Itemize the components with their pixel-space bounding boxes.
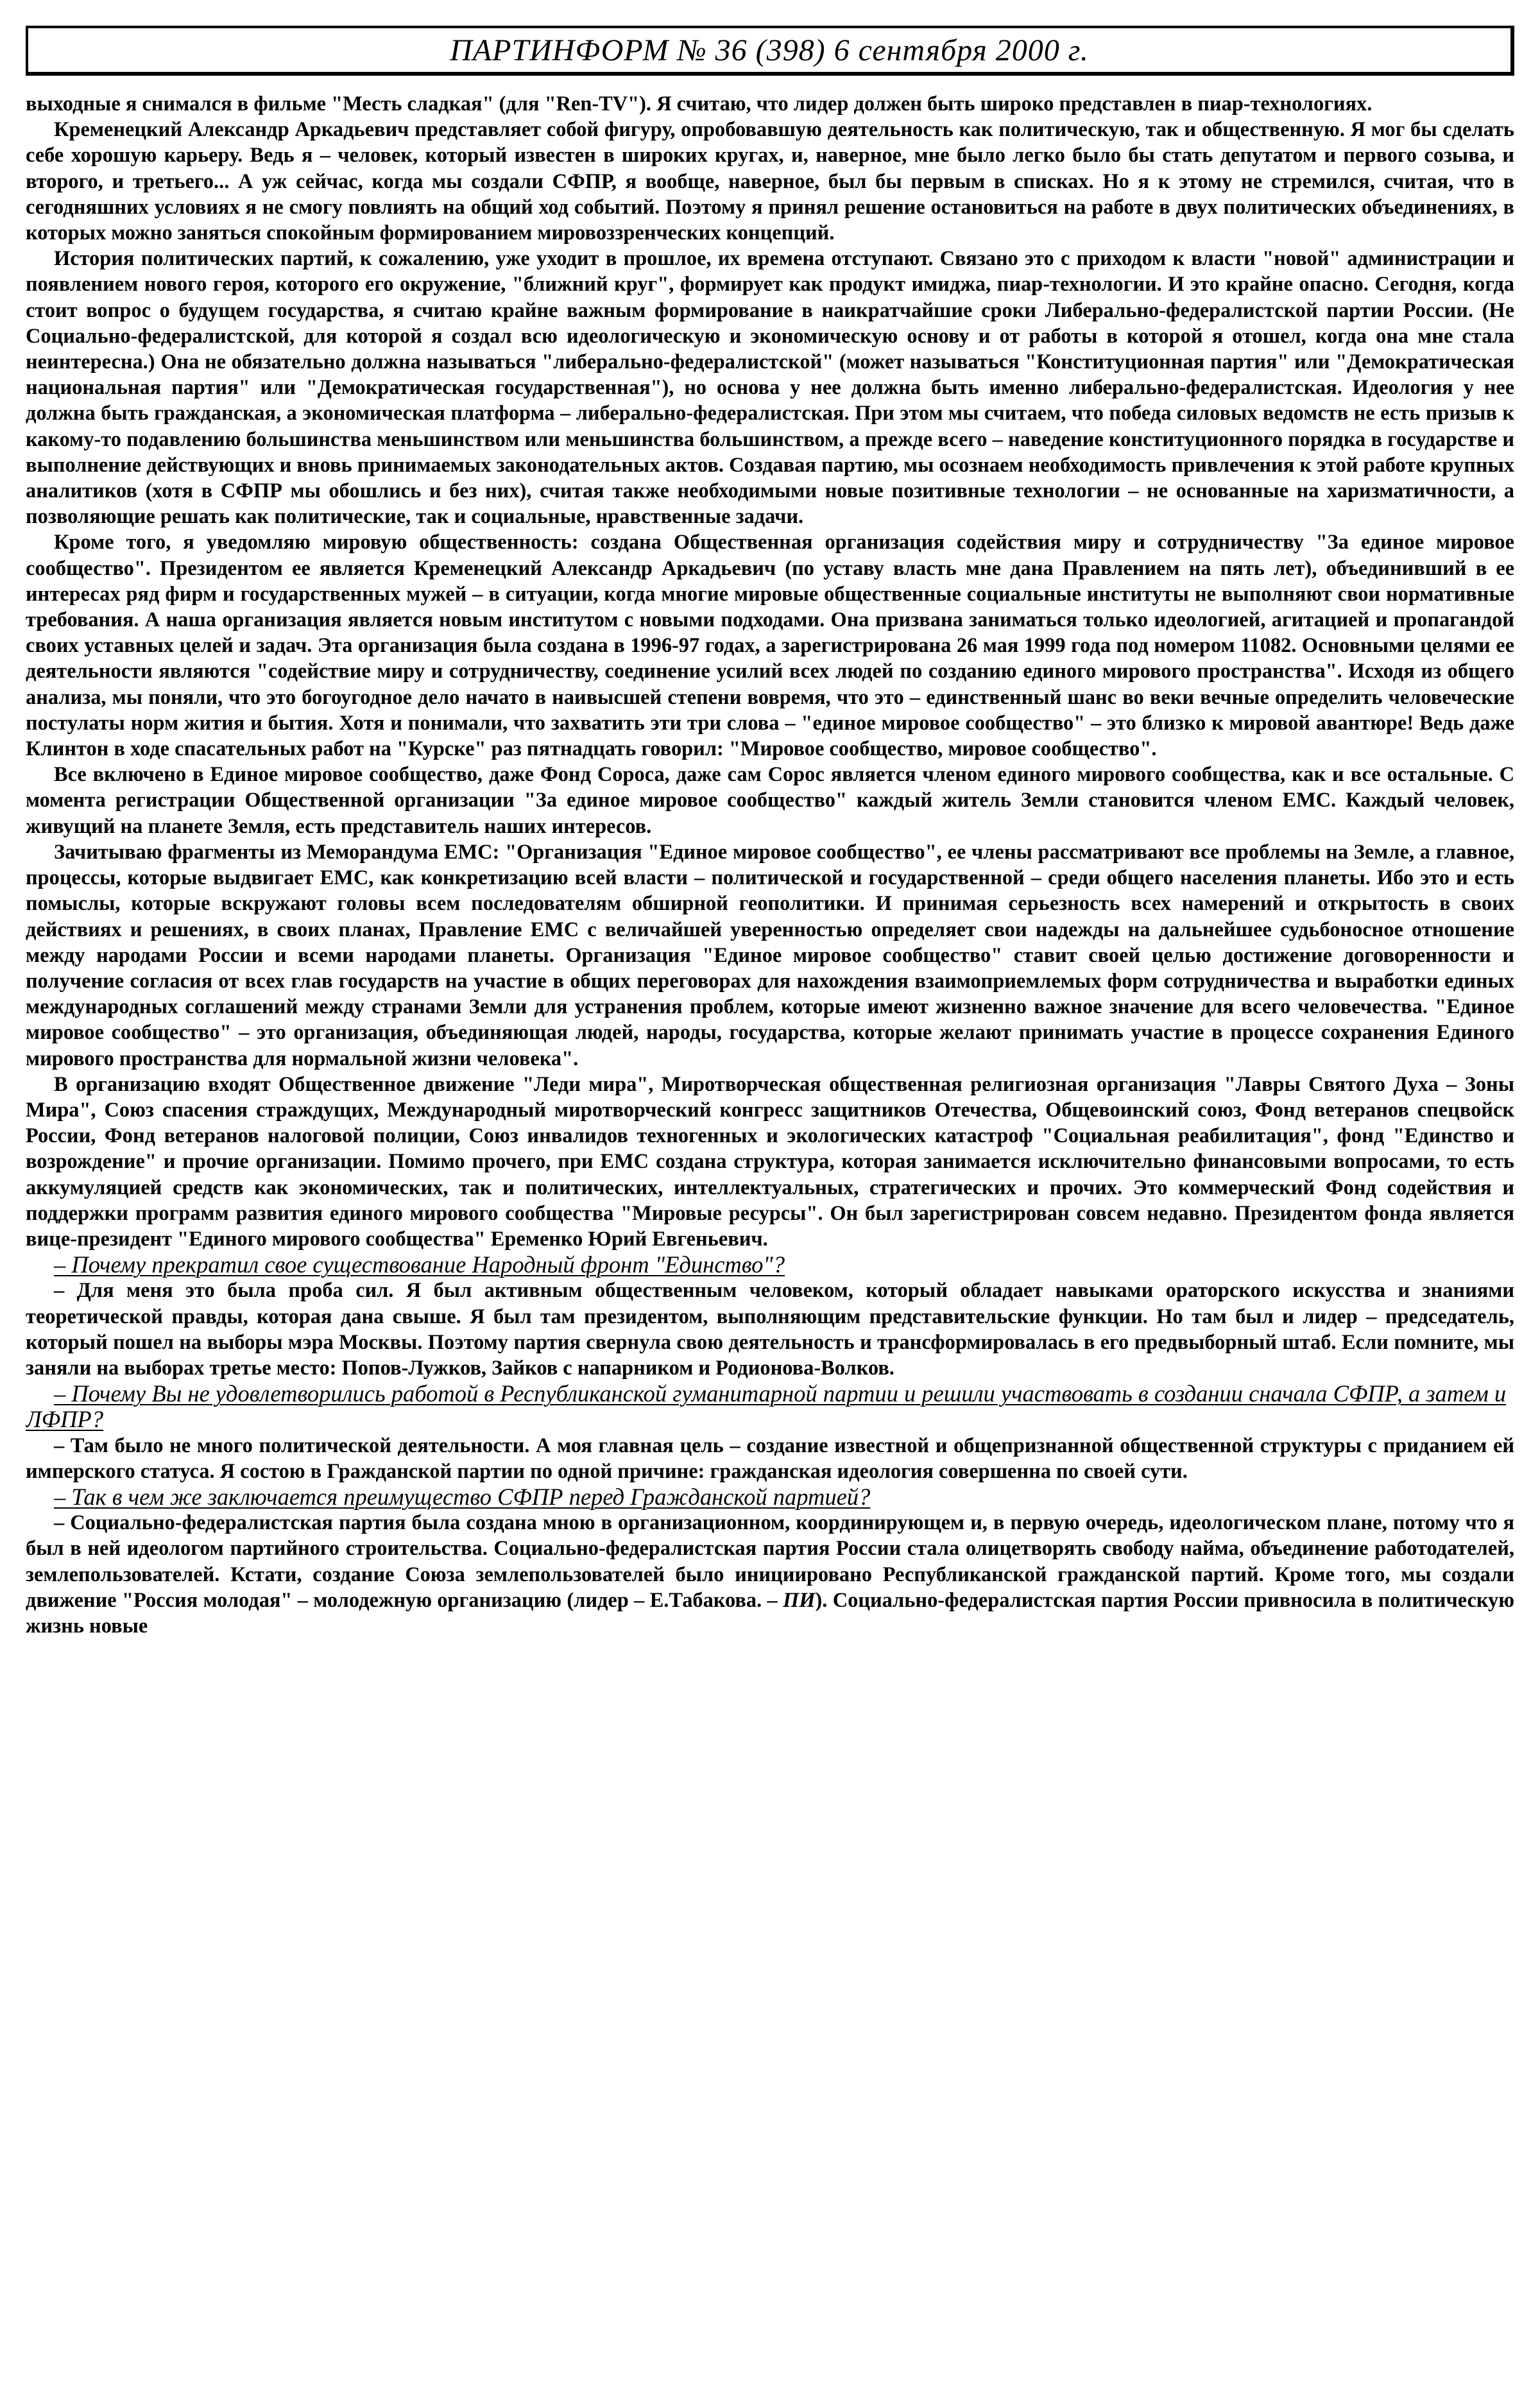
paragraph-4: Кроме того, я уведомляю мировую общественность: создана Общественная организация содействия миру и сотрудничеству "За единое мировое сообщество". Президентом ее является Кременецкий Александр Аркадьевич (по уставу власть мне дана Правлением на пять лет), объединивший в ее интересах ряд фирм и государственных мужей – в ситуации, когда многие мировые общественные социальные институты не выполняют свои нормативные требования. А наша организация является новым институтом с новыми подходами. Она призвана заниматься только идеологией, агитацией и пропагандой своих уставных целей и задач. Эта организация была создана в 1996-97 годах, а зарегистрирована 26 мая 1999 года под номером 11082. Основными целями ее деятельности являются "содействие миру и сотрудничеству, соединение усилий всех людей по созданию единого мирового пространства". Исходя из общего анализа, мы поняли, что это богоугодное дело начато в наивысшей степени вовремя, что это – единственный шанс во веки вечные определить человеческие постулаты норм жития и бытия. Хотя и понимали, что захватить эти три слова – "единое мировое сообщество" – это близко к мировой авантюре! Ведь даже Клинтон в ходе спасательных работ на "Курске" раз пятнадцать говорил: "Мировое сообщество, мировое сообщество". bbox=[26, 531, 1514, 761]
paragraph-3: История политических партий, к сожалению, уже уходит в прошлое, их времена отступают. Связано это с приходом к власти "новой" администрации и появлением нового героя, которого его окружение, "ближний круг", формирует как продукт имиджа, пиар-технологии. И это крайне опасно. Сегодня, когда стоит вопрос о будущем государства, я считаю крайне важным формирование в наикратчайшие сроки Либерально-федералистской партии России. (Не Социально-федералистской, для которой я создал всю идеологическую и экономическую основу и от работы в которой я отошел, когда она мне стала неинтересна.) Она не обязательно должна называться "либерально-федералистской" (может называться "Конституционная партия" или "Демократическая национальная партия" или "Демократическая государственная"), но основа у нее должна быть именно либерально-федералистская. Идеология у нее должна быть гражданская, а экономическая платформа – либерально-федералистская. При этом мы считаем, что победа силовых ведомств не есть призыв к какому-то подавлению большинства меньшинством или меньшинства большинством, а прежде всего – наведение конституционного порядка в государстве и выполнение действующих и вновь принимаемых законодательных актов. Создавая партию, мы осознаем необходимость привлечения к этой работе крупных аналитиков (хотя в СФПР мы обошлись и без них), считая также необходимыми новые позитивные технологии – не основанные на харизматичности, а позволяющие решать как политические, так и социальные, нравственные задачи. bbox=[26, 247, 1514, 529]
paragraph-6: Зачитываю фрагменты из Меморандума ЕМС: "Организация "Единое мировое сообщество", ее члены рассматривают все проблемы на Земле, а главное, процессы, которые выдвигает ЕМС, как конкретизацию всей власти – политической и государственной – среди общего населения планеты. Ибо это и есть помыслы, которые вскружают головы всем последователям обширной геополитики. И принимая серьезность всех намерений и открытость в своих действиях и решениях, в своих планах, Правление ЕМС с величайшей уверенностью определяет свои надежды на дальнейшее судьбоносное отношение между народами России и всеми народами планеты. Организация "Единое мировое сообщество" ставит своей целью достижение договоренности и получение согласия от всех глав государств на участие в общих переговорах для нахождения взаимоприемлемых форм сотрудничества и выработки единых международных соглашений между странами Земли для устранения проблем, которые имеют жизненно важное значение для всего человечества. "Единое мировое сообщество" – это организация, объединяющая людей, народы, государства, которые желают принимать участие в процессе сохранения Единого мирового пространства для нормальной жизни человека". bbox=[26, 840, 1514, 1070]
article-body bbox=[26, 91, 1514, 1639]
paragraph-7: В организацию входят Общественное движение "Леди мира", Миротворческая общественная религиозная организация "Лавры Святого Духа – Зоны Мира", Союз спасения страждущих, Международный миротворческий конгресс защитников Отечества, Общевоинский союз, Фонд ветеранов спецвойск России, Фонд ветеранов налоговой полиции, Союз инвалидов техногенных и экологических катастроф "Социальная реабилитация", фонд "Единство и возрождение" и прочие организации. Помимо прочего, при ЕМС создана структура, которая занимается исключительно финансовыми вопросами, то есть аккумуляцией средств как экономических, так и политических, интеллектуальных, стратегических и прочих. Это коммерческий Фонд содействия и поддержки программ развития единого мирового сообщества "Мировые ресурсы". Он был зарегистрирован совсем недавно. Президентом фонда является вице-президент "Единого мирового сообщества" Еременко Юрий Евгеньевич. bbox=[26, 1072, 1514, 1251]
interview-question-1: – Почему прекратил свое существование Народный фронт "Единство"? bbox=[54, 1251, 785, 1278]
interview-answer-2: – Там было не много политической деятельности. А моя главная цель – создание известной и общепризнанной общественной структуры с приданием ей имперского статуса. Я состою в Гражданской партии по одной причине: гражданская идеология совершенна по своей сути. bbox=[26, 1434, 1514, 1483]
interview-question-3: – Так в чем же заключается преимущество СФПР перед Гражданской партией? bbox=[54, 1483, 871, 1510]
answer-3-text-start: – Социально-федералистская партия была создана мною в организационном, координирующем и, в первую очередь, идеологическом плане, потому что я был в ней идеологом партийного строительства. Социально-федералистская партия России стала олицетворять свободу найма, объединение работодателей, землепользователей. Кстати, создание Союза землепользователей было инициировано Республиканской гражданской партий. Кроме того, мы создали движение "Россия молодая" – молодежную организацию (лидер – Е.Табакова. – bbox=[26, 1511, 1514, 1612]
interview-answer-1: – Для меня это была проба сил. Я был активным общественным человеком, который обладает навыками ораторского искусства и знаниями теоретической правды, которая дана свыше. Я был там президентом, выполняющим представительские функции. Но там был и лидер – председатель, который пошел на выборы мэра Москвы. Поэтому партия свернула свою деятельность и трансформировалась в его предвыборный штаб. Если помните, мы заняли на выборах третье место: Попов-Лужков, Зайков с напарником и Родионова-Волков. bbox=[26, 1279, 1514, 1380]
header-title: ПАРТИНФОРМ № 36 (398) 6 сентября 2000 г. bbox=[450, 33, 1089, 67]
answer-3-initials: ПИ bbox=[783, 1588, 816, 1612]
newspaper-page bbox=[26, 26, 1514, 2356]
answer-3-text-end: ). Социально-федералистская партия России привносила в политическую жизнь новые bbox=[26, 1588, 1514, 1638]
interview-answer-3 bbox=[26, 1510, 1514, 1639]
interview-question-2: – Почему Вы не удовлетворились работой в Республиканской гуманитарной партии и решили участвовать в создании сначала СФПР, а затем и ЛФПР? bbox=[26, 1380, 1507, 1433]
paragraph-5: Все включено в Единое мировое сообщество, даже Фонд Сороса, даже сам Сорос является членом единого мирового сообщества, как и все остальные. С момента регистрации Общественной организации "За единое мировое сообщество" каждый житель Земли становится членом ЕМС. Каждый человек, живущий на планете Земля, есть представитель наших интересов. bbox=[26, 763, 1514, 838]
page-header bbox=[26, 26, 1514, 76]
paragraph-2: Кременецкий Александр Аркадьевич представляет собой фигуру, опробовавшую деятельность как политическую, так и общественную. Я мог бы сделать себе хорошую карьеру. Ведь я – человек, который известен в широких кругах, и, наверное, мне было легко было бы стать депутатом и первого созыва, и второго, и третьего... А уж сейчас, когда мы создали СФПР, я вообще, наверное, был бы первым в списках. Но я к этому не стремился, считая, что в сегодняшних условиях я не смогу повлиять на общий ход событий. Поэтому я принял решение остановиться на работе в двух политических объединениях, в которых можно заняться спокойным формированием мировоззренческих концепций. bbox=[26, 118, 1514, 245]
paragraph-1: выходные я снимался в фильме "Месть сладкая" (для "Ren-TV"). Я считаю, что лидер должен быть широко представлен в пиар-технологиях. bbox=[26, 92, 1373, 116]
